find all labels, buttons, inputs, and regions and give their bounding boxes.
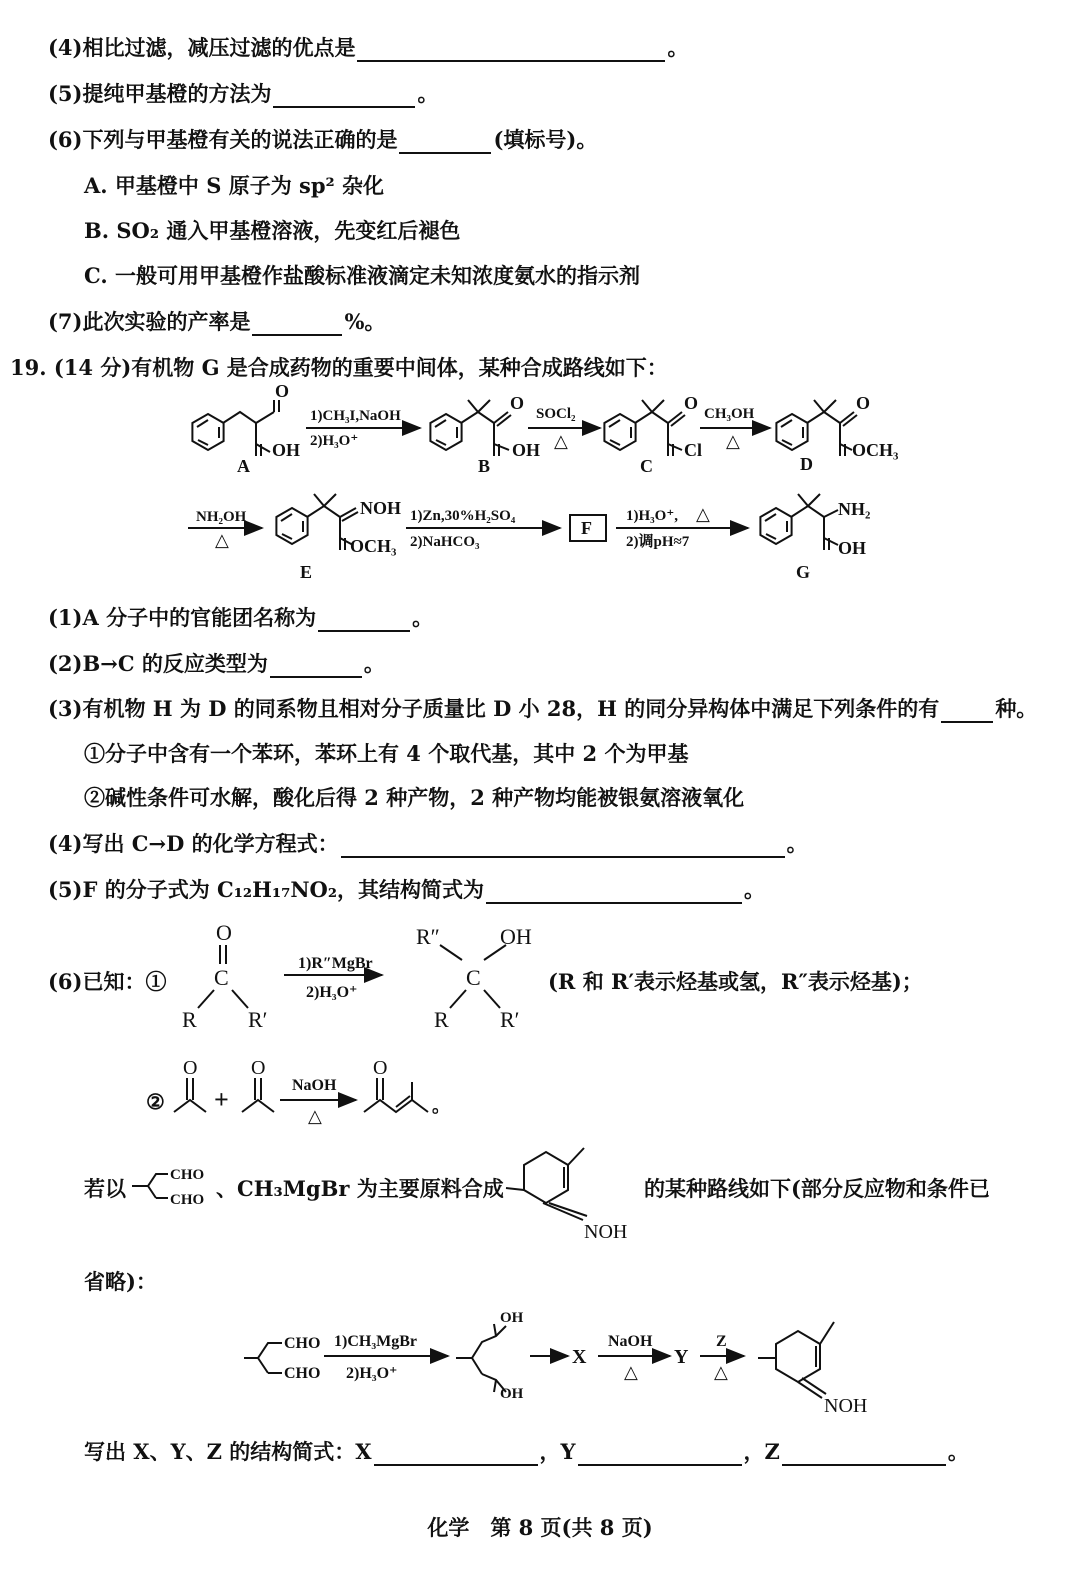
- option-b: B. SO₂ 通入甲基橙溶液，先变红后褪色: [84, 218, 461, 243]
- acetone-2: [242, 1078, 274, 1112]
- compound-c: [604, 400, 685, 456]
- reagent: 1)R″MgBr: [298, 955, 373, 972]
- plus-sign: +: [214, 1085, 229, 1114]
- reagent: CH₃OH: [704, 406, 755, 422]
- question-4: (4)相比过滤，减压过滤的优点是 。: [48, 35, 689, 60]
- reagent: 1)CH₃I,NaOH: [310, 408, 401, 424]
- question-5: (5)提纯甲基橙的方法为 。: [48, 81, 439, 106]
- question-7: (7)此次实验的产率是 %。: [48, 309, 386, 334]
- sub-question-2: (2)B→C 的反应类型为 。: [48, 651, 385, 676]
- period: 。: [432, 1096, 450, 1116]
- diol: [456, 1324, 506, 1392]
- target-oxime: [506, 1148, 587, 1220]
- atom-label: O: [510, 393, 525, 413]
- reagent: NaOH: [292, 1077, 337, 1094]
- atom-label: OCH₃: [350, 536, 397, 556]
- condition: △: [726, 431, 740, 451]
- atom-label: OH: [838, 538, 867, 558]
- atom-label: OH: [500, 1386, 524, 1402]
- atom-label: Cl: [684, 440, 702, 460]
- route-omitted: 省略)：: [84, 1269, 157, 1294]
- condition-1: ①分子中含有一个苯环，苯环上有 4 个取代基，其中 2 个为甲基: [84, 741, 689, 766]
- dialdehyde-small: [132, 1174, 168, 1198]
- compound-label-e: E: [300, 562, 313, 582]
- atom-label: CHO: [170, 1192, 205, 1208]
- page-footer: 化学 第 8 页(共 8 页): [427, 1515, 653, 1540]
- compound-label-b: B: [478, 456, 491, 476]
- atom-label: C: [214, 965, 229, 990]
- atom-label: R″: [416, 924, 440, 949]
- known-note: (R 和 R′表示烃基或氢，R″表示烃基)；: [548, 969, 923, 994]
- atom-label: OH: [500, 924, 532, 949]
- atom-label: O: [216, 920, 232, 945]
- reagent: 2)H₃O⁺: [310, 433, 359, 449]
- route-dialdehyde: [244, 1343, 282, 1373]
- sub-question-5: (5)F 的分子式为 C₁₂H₁₇NO₂，其结构简式为 。: [48, 877, 766, 902]
- condition: △: [308, 1106, 322, 1126]
- route-prefix: 若以: [84, 1176, 126, 1201]
- reagent: 1)CH₃MgBr: [334, 1333, 417, 1350]
- atom-label: R: [182, 1007, 197, 1032]
- compound-g: [760, 494, 838, 550]
- atom-label: R′: [500, 1007, 520, 1032]
- sub-question-4: (4)写出 C→D 的化学方程式： 。: [48, 831, 808, 856]
- route-product-oxime: [758, 1322, 834, 1398]
- option-a: A. 甲基橙中 S 原子为 sp² 杂化: [84, 173, 385, 198]
- question-6: (6)下列与甲基橙有关的说法正确的是 (填标号)。: [48, 127, 598, 152]
- condition: △: [554, 431, 568, 451]
- compound-label-f: F: [581, 518, 592, 538]
- atom-label: O: [684, 393, 699, 413]
- condition: △: [714, 1362, 728, 1382]
- reagent: NH₂OH: [196, 509, 247, 525]
- compound-d: [776, 400, 857, 456]
- condition: △: [624, 1362, 638, 1382]
- atom-label: OH: [500, 1310, 524, 1326]
- reagent: NaOH: [608, 1333, 653, 1350]
- atom-label: R: [434, 1007, 449, 1032]
- atom-label: O: [251, 1057, 266, 1079]
- xyz-question: 写出 X、Y、Z 的结构简式：X ，Y ，Z 。: [84, 1439, 969, 1464]
- atom-label: NH₂: [838, 499, 871, 519]
- reagent: 1)H₃O⁺,: [626, 508, 678, 524]
- atom-label: NOH: [360, 498, 402, 518]
- atom-label: O: [183, 1057, 198, 1079]
- route-middle: 、CH₃MgBr 为主要原料合成: [216, 1176, 504, 1201]
- atom-label: OH: [272, 440, 301, 460]
- reagent: 2)NaHCO₃: [410, 534, 480, 550]
- compound-label-d: D: [800, 454, 813, 474]
- intermediate-y: Y: [674, 1346, 689, 1368]
- compound-e: [276, 494, 358, 550]
- atom-label: O: [373, 1057, 388, 1079]
- compound-label-g: G: [796, 562, 811, 582]
- atom-label: NOH: [824, 1395, 868, 1417]
- atom-label: CHO: [170, 1167, 205, 1183]
- acetone-1: [174, 1078, 206, 1112]
- intermediate-x: X: [572, 1346, 587, 1368]
- condition-2: ②碱性条件可水解，酸化后得 2 种产物，2 种产物均能被银氨溶液氧化: [84, 785, 745, 810]
- atom-label: R′: [248, 1007, 268, 1032]
- atom-label: O: [275, 381, 290, 401]
- atom-label: OH: [512, 440, 541, 460]
- sub-question-3: (3)有机物 H 为 D 的同系物且相对分子质量比 D 小 28，H 的同分异构体中满足下列条件的有 种。: [48, 696, 1038, 721]
- mesityl-oxide: [364, 1078, 428, 1112]
- question-19-title: 19. (14 分)有机物 G 是合成药物的重要中间体，某种合成路线如下：: [10, 355, 668, 380]
- atom-label: CHO: [284, 1335, 321, 1352]
- sub-question-1: (1)A 分子中的官能团名称为 。: [48, 605, 434, 630]
- condition: △: [215, 530, 229, 550]
- option-c: C. 一般可用甲基橙作盐酸标准液滴定未知浓度氨水的指示剂: [84, 263, 640, 288]
- atom-label: NOH: [584, 1221, 628, 1243]
- atom-label: OCH₃: [852, 440, 899, 460]
- compound-label-c: C: [640, 456, 653, 476]
- reagent: 2)调pH≈7: [626, 534, 690, 550]
- condition: △: [696, 504, 710, 524]
- atom-label: CHO: [284, 1365, 321, 1382]
- route-suffix: 的某种路线如下(部分反应物和条件已: [644, 1176, 990, 1201]
- known-2-label: ②: [146, 1089, 165, 1114]
- atom-label: C: [466, 965, 481, 990]
- reagent: 1)Zn,30%H₂SO₄: [410, 508, 516, 524]
- compound-label-a: A: [237, 456, 250, 476]
- reagent: 2)H₃O⁺: [346, 1365, 398, 1382]
- reagent: SOCl₂: [536, 406, 576, 422]
- sub-question-6: (6)已知：①: [48, 969, 167, 994]
- atom-label: O: [856, 393, 871, 413]
- compound-a: [192, 400, 279, 456]
- reagent-z: Z: [716, 1333, 727, 1350]
- compound-b: [430, 400, 511, 456]
- reagent: 2)H₃O⁺: [306, 984, 358, 1001]
